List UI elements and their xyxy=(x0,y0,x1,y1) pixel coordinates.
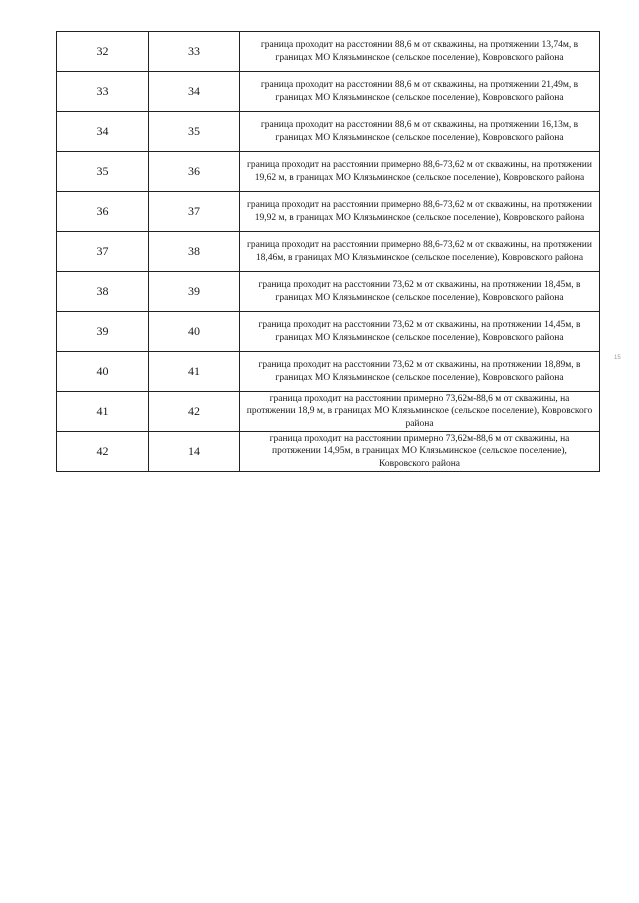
segment-description: граница проходит на расстоянии 73,62 м от скважины, на протяжении 14,45м, в границах МО Клязьминское (сельское поселение), Ковровского района xyxy=(240,312,600,352)
point-to: 33 xyxy=(149,32,240,72)
table-row xyxy=(57,112,600,152)
point-to: 40 xyxy=(149,312,240,352)
table-row xyxy=(57,392,600,432)
point-to: 36 xyxy=(149,152,240,192)
point-from: 39 xyxy=(57,312,149,352)
point-from: 32 xyxy=(57,32,149,72)
point-from: 40 xyxy=(57,352,149,392)
point-to: 37 xyxy=(149,192,240,232)
segment-description: граница проходит на расстоянии примерно 73,62м-88,6 м от скважины, на протяжении 14,95м, в границах МО Клязьминское (сельское поселение), Ковровского района xyxy=(240,432,600,472)
point-to: 42 xyxy=(149,392,240,432)
table-row xyxy=(57,72,600,112)
point-from: 42 xyxy=(57,432,149,472)
segment-description: граница проходит на расстоянии 88,6 м от скважины, на протяжении 13,74м, в границах МО Клязьминское (сельское поселение), Ковровского района xyxy=(240,32,600,72)
point-to: 35 xyxy=(149,112,240,152)
point-to: 41 xyxy=(149,352,240,392)
segment-description: граница проходит на расстоянии 73,62 м от скважины, на протяжении 18,45м, в границах МО Клязьминское (сельское поселение), Ковровского района xyxy=(240,272,600,312)
table-row xyxy=(57,232,600,272)
segment-description: граница проходит на расстоянии примерно 88,6-73,62 м от скважины, на протяжении 19,62 м, в границах МО Клязьминское (сельское поселение), Ковровского района xyxy=(240,152,600,192)
point-from: 41 xyxy=(57,392,149,432)
segment-description: граница проходит на расстоянии примерно 88,6-73,62 м от скважины, на протяжении 18,46м, в границах МО Клязьминское (сельское поселение), Ковровского района xyxy=(240,232,600,272)
point-from: 33 xyxy=(57,72,149,112)
segment-description: граница проходит на расстоянии примерно 88,6-73,62 м от скважины, на протяжении 19,92 м, в границах МО Клязьминское (сельское поселение), Ковровского района xyxy=(240,192,600,232)
table-row xyxy=(57,192,600,232)
point-to: 14 xyxy=(149,432,240,472)
table-row xyxy=(57,272,600,312)
point-to: 34 xyxy=(149,72,240,112)
point-from: 35 xyxy=(57,152,149,192)
boundary-table-body xyxy=(57,32,600,472)
segment-description: граница проходит на расстоянии 73,62 м от скважины, на протяжении 18,89м, в границах МО Клязьминское (сельское поселение), Ковровского района xyxy=(240,352,600,392)
segment-description: граница проходит на расстоянии примерно 73,62м-88,6 м от скважины, на протяжении 18,9 м, в границах МО Клязьминское (сельское поселение), Ковровского района xyxy=(240,392,600,432)
point-to: 39 xyxy=(149,272,240,312)
table-row xyxy=(57,352,600,392)
table-row xyxy=(57,432,600,472)
point-from: 34 xyxy=(57,112,149,152)
point-from: 38 xyxy=(57,272,149,312)
point-from: 36 xyxy=(57,192,149,232)
table-row xyxy=(57,152,600,192)
table-row xyxy=(57,312,600,352)
segment-description: граница проходит на расстоянии 88,6 м от скважины, на протяжении 21,49м, в границах МО Клязьминское (сельское поселение), Ковровского района xyxy=(240,72,600,112)
point-to: 38 xyxy=(149,232,240,272)
boundary-table xyxy=(56,31,600,472)
margin-page-mark: 15 xyxy=(614,355,621,361)
point-from: 37 xyxy=(57,232,149,272)
table-row xyxy=(57,32,600,72)
segment-description: граница проходит на расстоянии 88,6 м от скважины, на протяжении 16,13м, в границах МО Клязьминское (сельское поселение), Ковровского района xyxy=(240,112,600,152)
